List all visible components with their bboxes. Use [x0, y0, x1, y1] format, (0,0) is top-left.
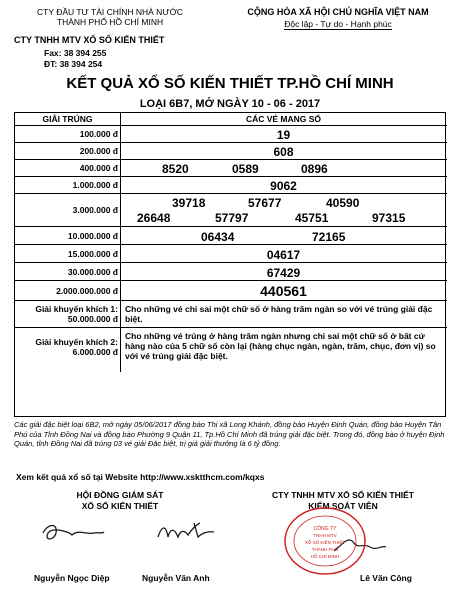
prize-amount: 30.000.000 đ [67, 267, 118, 277]
supervisory-council-subtitle: XỔ SỐ KIẾN THIẾT [81, 501, 159, 511]
header-numbers: CÁC VÉ MANG SỐ [245, 114, 322, 124]
signer-name-2: Nguyễn Văn Anh [142, 573, 210, 583]
winning-number: 06434 [201, 230, 235, 244]
winning-number: 45751 [295, 211, 329, 225]
prize-amount: 15.000.000 đ [67, 249, 118, 259]
phone-number: ĐT: 38 394 254 [44, 59, 103, 69]
winning-number: 40590 [326, 196, 360, 210]
svg-text:CÔNG TY: CÔNG TY [313, 526, 337, 532]
winning-number: 57797 [215, 211, 249, 225]
consolation-1-text: Cho những vé chỉ sai một chữ số ở hàng trăm ngàn so với vé trúng giải đặc biệt. [125, 304, 433, 324]
svg-text:THÀNH PHỐ: THÀNH PHỐ [311, 547, 339, 552]
national-title: CỘNG HÒA XÃ HỘI CHỦ NGHĨA VIỆT NAM [247, 7, 429, 17]
table-row [15, 126, 447, 143]
table-row [15, 143, 447, 160]
consolation-2-label: Giải khuyến khích 2: [35, 337, 118, 347]
signature-1 [38, 515, 108, 555]
svg-text:HỒ CHÍ MINH: HỒ CHÍ MINH [310, 554, 340, 559]
winning-number: 9062 [270, 179, 297, 193]
winning-number: 39718 [172, 196, 206, 210]
table-row-special [15, 281, 447, 301]
winning-number: 608 [273, 145, 294, 159]
issuer-line-2: THÀNH PHỐ HỒ CHÍ MINH [56, 17, 164, 27]
winning-number: 0896 [301, 162, 328, 176]
page-title: KẾT QUẢ XỔ SỐ KIẾN THIẾT TP.HỒ CHÍ MINH [66, 75, 394, 92]
consolation-row-2 [15, 328, 447, 372]
prize-amount: 1.000.000 đ [72, 180, 118, 190]
signature-2 [150, 515, 220, 555]
company-stamp [282, 506, 368, 576]
table-row [15, 194, 447, 227]
table-header-row [15, 113, 447, 126]
controller-title: KIỂM SOÁT VIÊN [308, 501, 378, 511]
signer-name-3: Lê Văn Công [360, 573, 412, 583]
results-table [14, 112, 446, 417]
table-row [15, 263, 447, 281]
consolation-2-text: Cho những vé trúng ở hàng trăm ngàn nhưng chỉ sai một chữ số ở bất cứ hàng nào của 5 chữ số còn lại (hàng chục ngàn, ngàn, trăm, chục, đơn vị) so với vé trúng giải đặc biệt. [125, 331, 436, 361]
prize-amount: 200.000 đ [79, 146, 118, 156]
svg-text:XỔ SỐ KIẾN THIẾT: XỔ SỐ KIẾN THIẾT [304, 540, 346, 545]
winning-number: 04617 [266, 248, 301, 262]
prize-amount: 2.000.000.000 đ [56, 286, 118, 296]
company-name: CTY TNHH MTV XỔ SỐ KIẾN THIẾT [14, 35, 165, 45]
svg-text:TNHH MTV: TNHH MTV [313, 533, 337, 538]
fax-number: Fax: 38 394 255 [44, 48, 107, 58]
header-prize: GIẢI TRÚNG [42, 114, 93, 124]
table-row [15, 160, 447, 177]
company-signature-title: CTY TNHH MTV XỔ SỐ KIẾN THIẾT [272, 490, 414, 500]
table-row [15, 227, 447, 245]
national-motto-text: Độc lập - Tự do - Hạnh phúc [284, 19, 392, 29]
winning-number: 8520 [162, 162, 189, 176]
national-motto [222, 19, 454, 29]
winning-number: 26648 [137, 211, 171, 225]
issuer-line-1: CTY ĐẦU TƯ TÀI CHÍNH NHÀ NƯỚC [36, 7, 183, 17]
table-row [15, 177, 447, 194]
prize-amount: 100.000 đ [79, 129, 118, 139]
consolation-row-1 [15, 301, 447, 328]
winning-number: 72165 [312, 230, 346, 244]
consolation-1-amount: 50.000.000 đ [67, 314, 118, 324]
consolation-1-label: Giải khuyến khích 1: [35, 304, 118, 314]
special-prize-note: Các giải đặc biệt loại 6B2, mở ngày 05/06/2017 đồng bào Thị xã Long Khánh, đồng bào Huyện Định Quán, đồng bào Huyện Tân Phú của Tỉnh Đồng Nai và đồng bào Phường 9 Quận 11, Tp.Hồ Chí Minh đã trúng giải đặc biệt. Trong đó, đồng bào ở huyện Định Quán, tỉnh Đồng Nai đã trúng 03 vé giải Đặc biệt, trị giá giải thưởng là 6 tỷ đồng. [14, 420, 445, 448]
winning-number: 0589 [232, 162, 259, 176]
website-notice: Xem kết quả xổ số tại Website http://www.xsktthcm.com/kqxs [16, 472, 265, 482]
prize-amount: 400.000 đ [79, 163, 118, 173]
draw-subtitle: LOẠI 6B7, MỞ NGÀY 10 - 06 - 2017 [139, 98, 321, 110]
supervisory-council-title: HỘI ĐỒNG GIÁM SÁT [76, 490, 164, 500]
winning-number: 67429 [266, 266, 301, 280]
prize-amount: 3.000.000 đ [72, 205, 118, 215]
special-winning-number: 440561 [260, 283, 307, 299]
table-row [15, 245, 447, 263]
signer-name-1: Nguyễn Ngọc Diệp [34, 573, 110, 583]
winning-number: 19 [276, 128, 291, 142]
winning-number: 57677 [248, 196, 282, 210]
winning-number: 97315 [372, 211, 406, 225]
consolation-2-amount: 6.000.000 đ [72, 347, 118, 357]
prize-amount: 10.000.000 đ [67, 231, 118, 241]
